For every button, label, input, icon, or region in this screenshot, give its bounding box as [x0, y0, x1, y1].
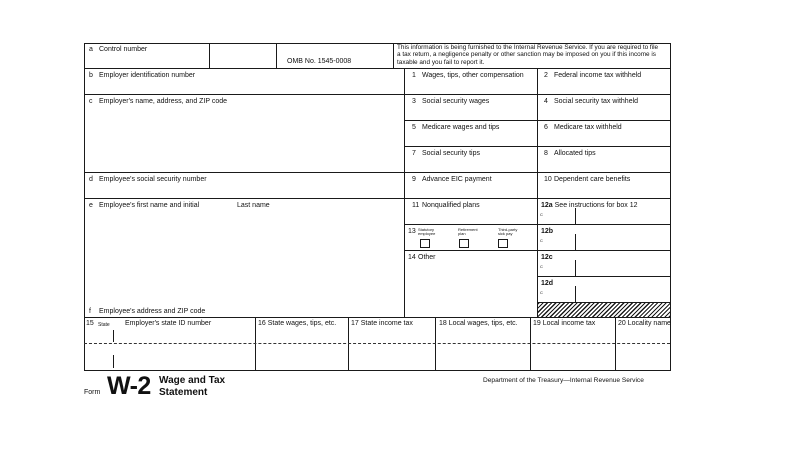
- retirement-plan-checkbox[interactable]: [459, 239, 469, 248]
- divider-17: [348, 317, 349, 371]
- border-bottom: [84, 370, 671, 371]
- form-title-line1: Wage and Tax: [159, 375, 226, 386]
- box-12b-code-letter: C: [540, 238, 543, 243]
- box-12a-code-letter: C: [540, 212, 543, 217]
- state-tick-2: [113, 355, 114, 368]
- box-3-label: 3 Social security wages: [412, 98, 490, 105]
- box-12d-code-letter: C: [540, 290, 543, 295]
- state-tick-1: [113, 330, 114, 342]
- box-6-label: 6 Medicare tax withheld: [544, 124, 622, 131]
- field-b-label: b Employer identification number: [89, 72, 196, 79]
- form-title-line2: Statement: [159, 387, 208, 398]
- box-12b-label: 12b: [541, 228, 554, 235]
- box-18-label: 18 Local wages, tips, etc.: [439, 320, 518, 327]
- field-c-label: c Employer's name, address, and ZIP code: [89, 98, 228, 105]
- box-15-state-label: State: [98, 322, 110, 328]
- department-label: Department of the Treasury—Internal Revenue Service: [483, 377, 644, 384]
- divider-16: [255, 317, 256, 371]
- third-party-sick-pay-checkbox[interactable]: [498, 239, 508, 248]
- box-8-label: 8 Allocated tips: [544, 150, 596, 157]
- box-13-number: 13: [408, 228, 416, 235]
- box-2-label: 2 Federal income tax withheld: [544, 72, 642, 79]
- statutory-employee-checkbox[interactable]: [420, 239, 430, 248]
- omb-number: OMB No. 1545-0008: [287, 58, 352, 65]
- field-d-label: d Employee's social security number: [89, 176, 207, 183]
- divider-a-2: [276, 43, 277, 69]
- box-10-label: 10 Dependent care benefits: [544, 176, 631, 183]
- box-11-label: 11 Nonqualified plans: [412, 202, 480, 209]
- divider-row-12c: [537, 276, 671, 277]
- box-13-thirdparty-label: Third-party sick pay: [498, 227, 518, 236]
- box-13-statutory-label: Statutory employee: [418, 227, 436, 236]
- border-left: [84, 43, 85, 371]
- divider-a-1: [209, 43, 210, 69]
- box12b-separator: [575, 234, 576, 250]
- box-12d-label: 12d: [541, 280, 554, 287]
- irs-notice: This information is being furnished to the Internal Revenue Service. If you are required to file a tax return, a negligence penalty or other sanction may be imposed on you if this income is taxable and you fail to report it.: [397, 44, 659, 66]
- box12d-separator: [575, 286, 576, 302]
- divider-boxes-mid: [537, 68, 538, 318]
- w2-form: [84, 43, 671, 371]
- field-f-label: f Employee's address and ZIP code: [89, 308, 206, 315]
- box-9-label: 9 Advance EIC payment: [412, 176, 492, 183]
- box-5-label: 5 Medicare wages and tips: [412, 124, 500, 131]
- box-15-number: 15: [86, 320, 94, 327]
- divider-19: [530, 317, 531, 371]
- box-12c-label: 12c: [541, 254, 553, 261]
- state-row-dashed-line: [84, 343, 670, 344]
- form-word: Form: [84, 389, 101, 396]
- box-14-label: 14 Other: [408, 254, 436, 261]
- box-19-label: 19 Local income tax: [533, 320, 596, 327]
- box-7-label: 7 Social security tips: [412, 150, 480, 157]
- form-number: W-2: [107, 372, 151, 400]
- hatched-area: [538, 303, 670, 317]
- divider-row-c: [84, 172, 671, 173]
- divider-20: [615, 317, 616, 371]
- box-15-label: Employer's state ID number: [125, 320, 212, 327]
- divider-a-3: [393, 43, 394, 69]
- box-17-label: 17 State income tax: [351, 320, 413, 327]
- divider-boxes-left: [404, 68, 405, 318]
- box12c-separator: [575, 260, 576, 276]
- box-13-retirement-label: Retirement plan: [458, 227, 478, 236]
- box-4-label: 4 Social security tax withheld: [544, 98, 639, 105]
- field-e-label: e Employee's first name and initial: [89, 202, 200, 209]
- box12a-separator: [575, 208, 576, 224]
- box-20-label: 20 Locality name: [618, 320, 671, 327]
- field-a-label: a Control number: [89, 46, 148, 53]
- box-12a-label: 12a See instructions for box 12: [541, 202, 638, 209]
- field-e-last-name-label: Last name: [237, 202, 270, 209]
- divider-row-b: [84, 94, 671, 95]
- divider-row-15: [84, 317, 671, 318]
- divider-row-d: [84, 198, 671, 199]
- box-16-label: 16 State wages, tips, etc.: [258, 320, 337, 327]
- divider-row-a: [84, 68, 671, 69]
- box-1-label: 1 Wages, tips, other compensation: [412, 72, 524, 79]
- box-12c-code-letter: C: [540, 264, 543, 269]
- divider-18: [435, 317, 436, 371]
